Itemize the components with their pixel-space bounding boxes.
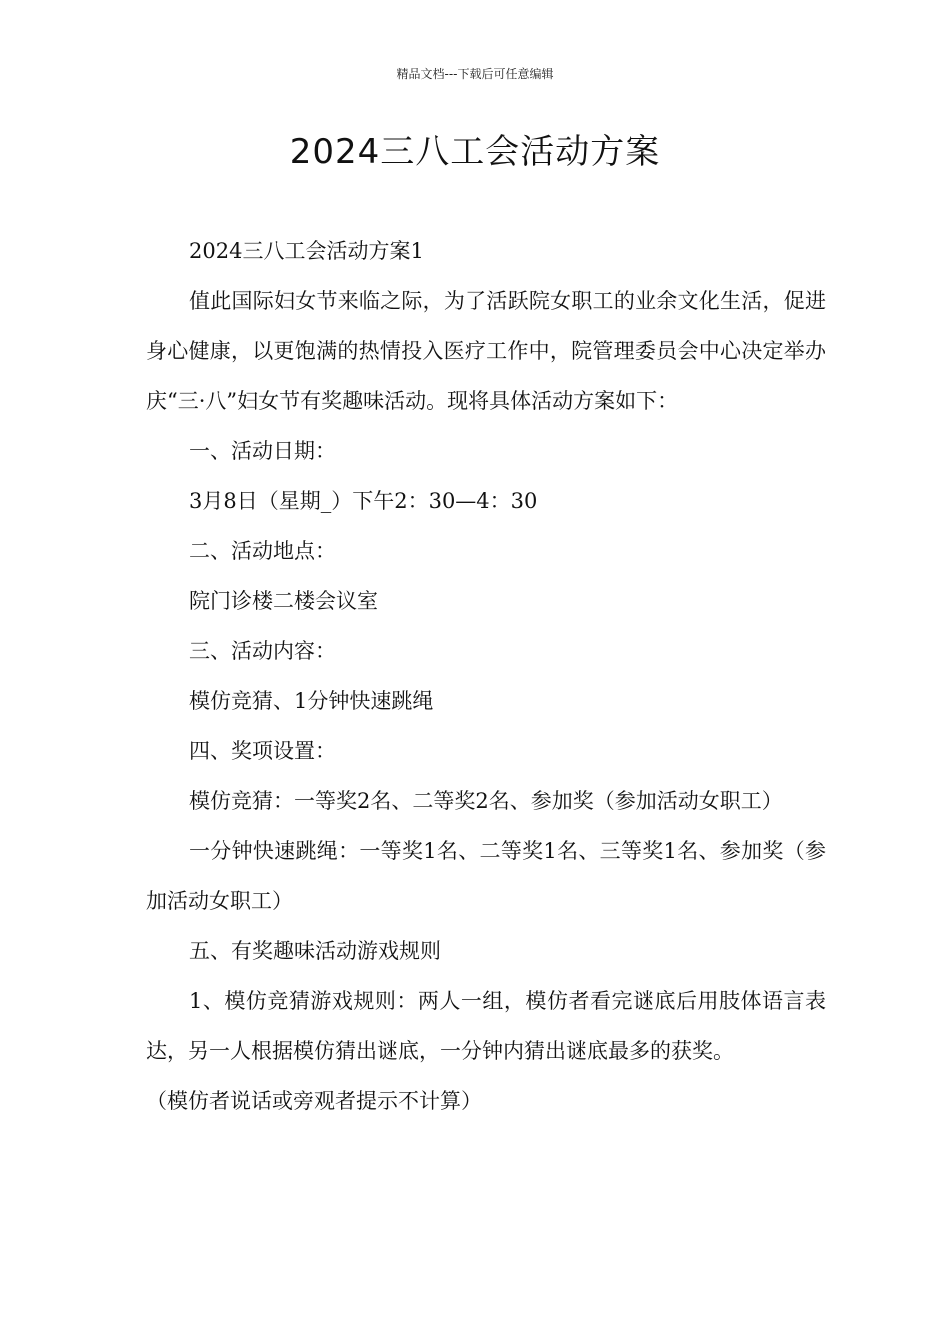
award-imitation-guess: 模仿竞猜：一等奖2名、二等奖2名、参加奖（参加活动女职工） xyxy=(189,789,783,813)
activity-location: 院门诊楼二楼会议室 xyxy=(189,589,378,613)
intro-paragraph: 值此国际妇女节来临之际，为了活跃院女职工的业余文化生活，促进身心健康，以更饱满的热情投入医疗工作中，院管理委员会中心决定举办庆“三·八”妇女节有奖趣味活动。现将具体活动方案如下： xyxy=(146,289,826,413)
heading-activity-date: 一、活动日期： xyxy=(189,439,336,463)
heading-game-rules: 五、有奖趣味活动游戏规则 xyxy=(189,939,441,963)
page-header: 精品文档---下载后可任意编辑 xyxy=(396,67,554,81)
heading-awards: 四、奖项设置： xyxy=(189,739,336,763)
section-heading: 2024三八工会活动方案1 xyxy=(189,239,424,263)
heading-activity-content: 三、活动内容： xyxy=(189,639,336,663)
award-jump-rope: 一分钟快速跳绳：一等奖1名、二等奖1名、三等奖1名、参加奖（参加活动女职工） xyxy=(146,839,826,913)
activity-date: 3月8日（星期_）下午2：30—4：30 xyxy=(189,489,538,513)
heading-activity-location: 二、活动地点： xyxy=(189,539,336,563)
rule-imitation-guess: 1、模仿竞猜游戏规则：两人一组，模仿者看完谜底后用肢体语言表达，另一人根据模仿猜出谜底，一分钟内猜出谜底最多的获奖。 xyxy=(146,989,826,1063)
document-title: 2024三八工会活动方案 xyxy=(289,132,661,172)
activity-content: 模仿竞猜、1分钟快速跳绳 xyxy=(189,689,434,713)
rule-note: （模仿者说话或旁观者提示不计算） xyxy=(146,1089,482,1113)
document-body xyxy=(146,226,826,1126)
